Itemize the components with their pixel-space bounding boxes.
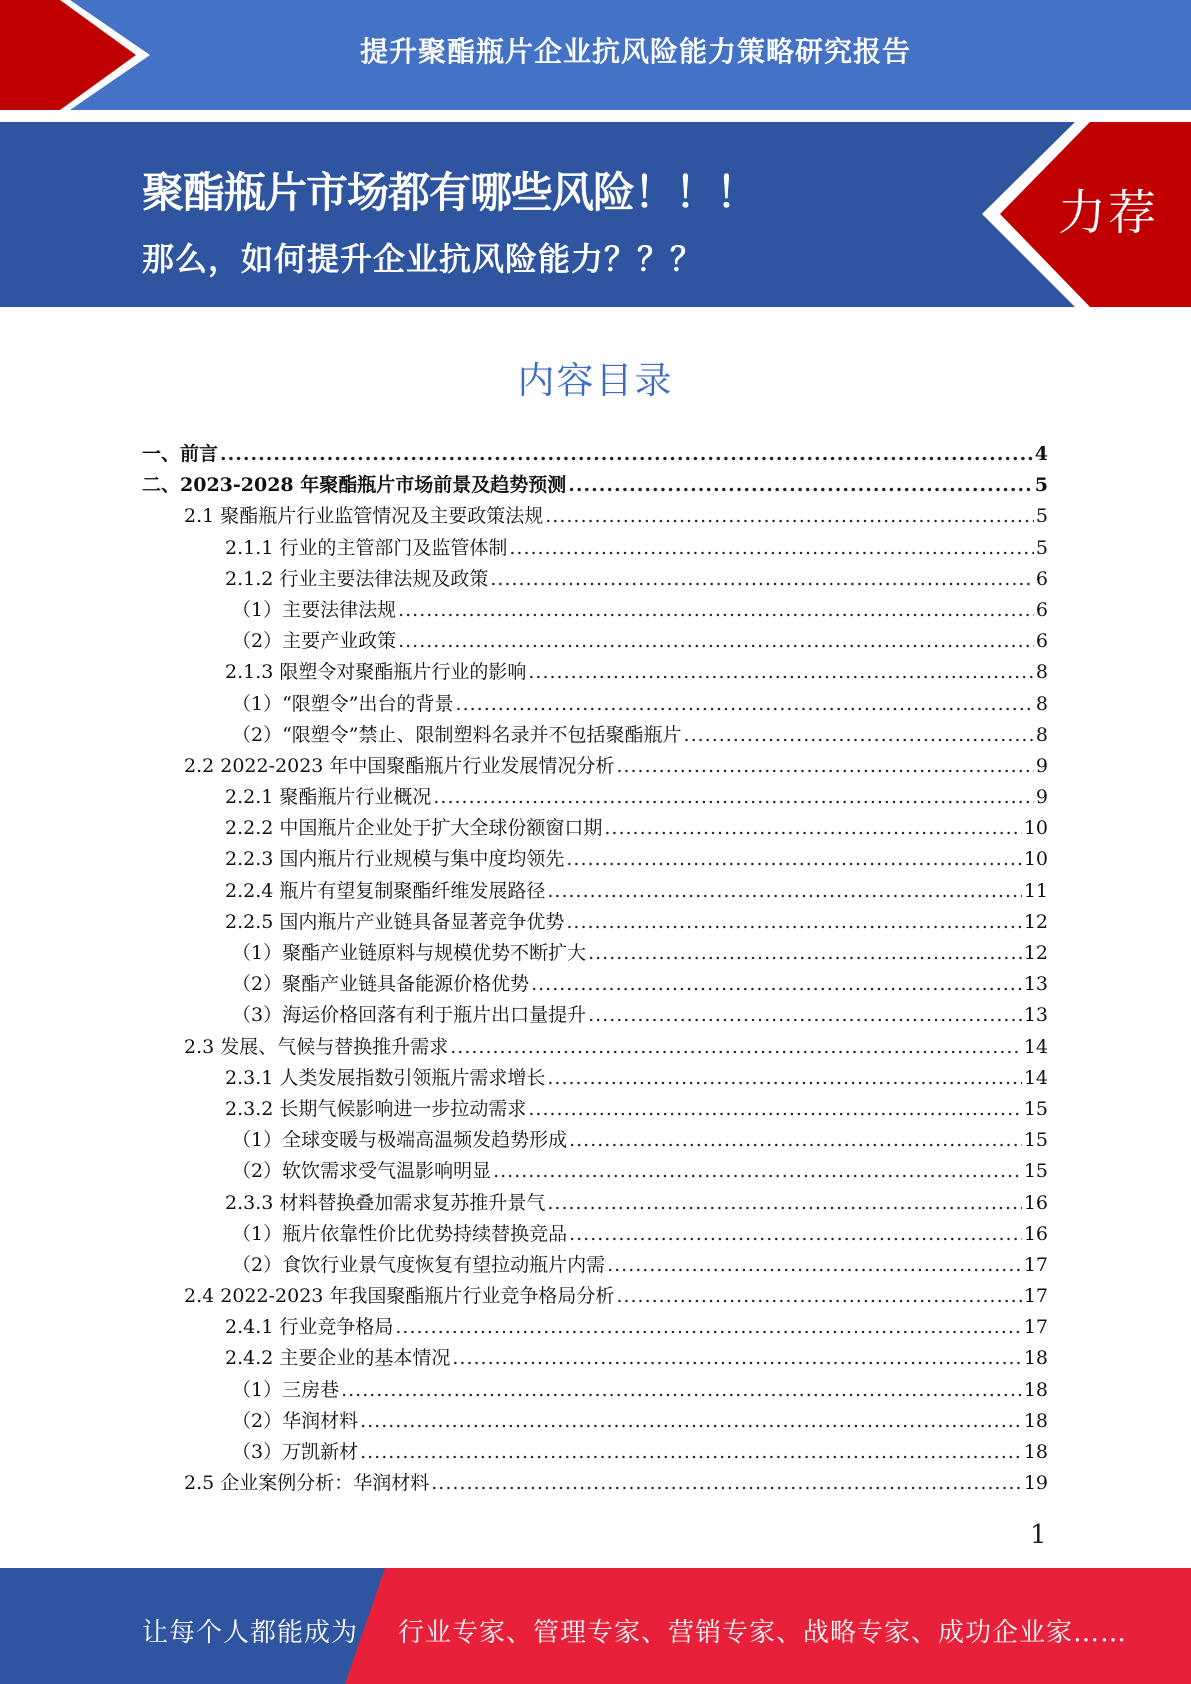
toc-leader-dots bbox=[509, 533, 1034, 564]
toc-entry[interactable] bbox=[142, 1250, 1048, 1281]
recommend-badge: 力荐 bbox=[1058, 185, 1159, 241]
toc-entry[interactable] bbox=[142, 533, 1048, 564]
toc-entry-page: 6 bbox=[1035, 567, 1048, 590]
toc-leader-dots bbox=[569, 1125, 1022, 1156]
toc-leader-dots bbox=[493, 1156, 1022, 1187]
toc-entry-label: 2.5 企业案例分析：华润材料 bbox=[184, 1472, 430, 1495]
toc-entry-label: （1）瓶片依靠性价比优势持续替换竞品 bbox=[232, 1222, 568, 1245]
toc-leader-dots bbox=[545, 501, 1034, 532]
toc-entry-page: 12 bbox=[1023, 942, 1048, 964]
toc-entry-page: 4 bbox=[1034, 443, 1048, 465]
toc-entry-label: 2.1.1 行业的主管部门及监管体制 bbox=[225, 536, 508, 559]
toc-leader-dots bbox=[607, 1250, 1022, 1281]
toc-entry[interactable] bbox=[142, 626, 1048, 657]
toc-entry-page: 6 bbox=[1035, 598, 1048, 621]
toc-entry[interactable] bbox=[142, 1156, 1048, 1187]
toc-entry-label: 2.2 2022-2023 年中国聚酯瓶片行业发展情况分析 bbox=[184, 754, 615, 777]
toc-leader-dots bbox=[431, 1468, 1022, 1499]
toc-entry-label: 2.1 聚酯瓶片行业监管情况及主要政策法规 bbox=[184, 505, 544, 528]
toc-entry-page: 11 bbox=[1023, 879, 1048, 902]
toc-leader-dots bbox=[569, 1219, 1022, 1250]
toc-entry[interactable] bbox=[142, 1468, 1048, 1499]
toc-leader-dots bbox=[220, 439, 1033, 470]
toc-entry-page: 9 bbox=[1035, 786, 1048, 809]
toc-entry[interactable] bbox=[142, 1000, 1048, 1031]
toc-entry-page: 18 bbox=[1023, 1409, 1048, 1432]
toc-entry-label: （2）食饮行业景气度恢复有望拉动瓶片内需 bbox=[232, 1253, 606, 1276]
toc-entry-label: （1）全球变暖与极端高温频发趋势形成 bbox=[232, 1129, 568, 1152]
toc-entry-label: 一、前言 bbox=[142, 443, 219, 465]
toc-entry-page: 8 bbox=[1035, 661, 1048, 684]
toc-leader-dots bbox=[684, 720, 1034, 751]
toc-entry-page: 10 bbox=[1023, 848, 1048, 871]
toc-entry[interactable] bbox=[142, 844, 1048, 875]
toc-entry-page: 15 bbox=[1023, 1097, 1048, 1120]
toc-entry[interactable] bbox=[142, 564, 1048, 595]
toc-entry-label: 2.2.1 聚酯瓶片行业概况 bbox=[225, 786, 432, 809]
toc-leader-dots bbox=[588, 938, 1022, 969]
toc-entry-label: （1）聚酯产业链原料与规模优势不断扩大 bbox=[232, 942, 587, 964]
toc-entry[interactable] bbox=[142, 501, 1048, 532]
toc-entry-label: 2.2.5 国内瓶片产业链具备显著竞争优势 bbox=[225, 910, 565, 933]
toc-entry[interactable] bbox=[142, 470, 1048, 501]
toc-entry[interactable] bbox=[142, 1188, 1048, 1219]
hero-band bbox=[0, 122, 1191, 307]
toc-entry-label: 2.3 发展、气候与替换推升需求 bbox=[184, 1035, 449, 1058]
toc-entry[interactable] bbox=[142, 1281, 1048, 1312]
toc-leader-dots bbox=[395, 1312, 1021, 1343]
toc-leader-dots bbox=[341, 1375, 1022, 1406]
toc-leader-dots bbox=[547, 1063, 1021, 1094]
toc-leader-dots bbox=[568, 470, 1033, 501]
toc-entry-page: 8 bbox=[1035, 723, 1048, 746]
toc-entry[interactable] bbox=[142, 720, 1048, 751]
toc-entry-label: 2.4.1 行业竞争格局 bbox=[225, 1316, 394, 1339]
toc-entry[interactable] bbox=[142, 595, 1048, 626]
toc-entry-page: 8 bbox=[1035, 692, 1048, 715]
report-title: 提升聚酯瓶片企业抗风险能力策略研究报告 bbox=[359, 35, 911, 68]
toc-entry-label: 2.4 2022-2023 年我国聚酯瓶片行业竞争格局分析 bbox=[184, 1285, 615, 1308]
toc-entry-label: 2.4.2 主要企业的基本情况 bbox=[225, 1347, 451, 1370]
toc-entry-page: 9 bbox=[1035, 754, 1048, 777]
toc-entry[interactable] bbox=[142, 907, 1048, 938]
toc-entry-page: 5 bbox=[1034, 474, 1048, 497]
toc-leader-dots bbox=[490, 564, 1034, 595]
toc-entry-label: 2.1.2 行业主要法律法规及政策 bbox=[225, 567, 489, 590]
toc-entry-label: （3）海运价格回落有利于瓶片出口量提升 bbox=[232, 1004, 587, 1027]
toc-entry-label: （1）主要法律法规 bbox=[232, 598, 397, 621]
toc-entry-page: 13 bbox=[1023, 973, 1048, 996]
toc-entry[interactable] bbox=[142, 1437, 1048, 1468]
toc-leader-dots bbox=[616, 1281, 1021, 1312]
toc-entry-label: （2）聚酯产业链具备能源价格优势 bbox=[232, 973, 530, 996]
toc-entry-page: 12 bbox=[1023, 910, 1048, 933]
toc-entry[interactable] bbox=[142, 782, 1048, 813]
toc-leader-dots bbox=[360, 1406, 1022, 1437]
toc-entry-page: 15 bbox=[1023, 1129, 1048, 1152]
toc-entry-page: 18 bbox=[1023, 1441, 1048, 1463]
toc-entry[interactable] bbox=[142, 751, 1048, 782]
toc-leader-dots bbox=[528, 657, 1034, 688]
toc-entry[interactable] bbox=[142, 1406, 1048, 1437]
toc-entry[interactable] bbox=[142, 938, 1048, 969]
toc-entry-page: 17 bbox=[1023, 1285, 1048, 1308]
toc-entry-page: 16 bbox=[1023, 1222, 1048, 1245]
toc-entry[interactable] bbox=[142, 1063, 1048, 1094]
toc-entry-page: 15 bbox=[1023, 1160, 1048, 1183]
toc-entry-page: 19 bbox=[1023, 1472, 1048, 1495]
toc-entry-page: 16 bbox=[1023, 1191, 1048, 1214]
toc-leader-dots bbox=[588, 1000, 1022, 1031]
toc-entry[interactable] bbox=[142, 439, 1048, 470]
hero-subheadline: 那么，如何提升企业抗风险能力？？？ bbox=[142, 240, 704, 278]
toc-entry-label: 2.1.3 限塑令对聚酯瓶片行业的影响 bbox=[225, 661, 527, 684]
toc-entry-label: 2.2.3 国内瓶片行业规模与集中度均领先 bbox=[225, 848, 565, 871]
toc-entry-label: 2.2.2 中国瓶片企业处于扩大全球份额窗口期 bbox=[225, 817, 603, 840]
toc-entry-page: 14 bbox=[1023, 1035, 1048, 1058]
toc-entry-page: 13 bbox=[1023, 1004, 1048, 1027]
footer-slogan-left: 让每个人都能成为 bbox=[142, 1618, 359, 1648]
toc-entry-label: 2.3.3 材料替换叠加需求复苏推升景气 bbox=[225, 1191, 546, 1214]
toc-leader-dots bbox=[360, 1437, 1022, 1468]
toc-leader-dots bbox=[566, 844, 1021, 875]
toc-entry-page: 18 bbox=[1023, 1347, 1048, 1370]
toc-entry[interactable] bbox=[142, 657, 1048, 688]
toc-heading: 内容目录 bbox=[517, 359, 674, 402]
toc-leader-dots bbox=[456, 689, 1034, 720]
toc-entry[interactable] bbox=[142, 1375, 1048, 1406]
toc-leader-dots bbox=[398, 595, 1034, 626]
toc-entry-page: 18 bbox=[1023, 1378, 1048, 1401]
toc-entry[interactable] bbox=[142, 1032, 1048, 1063]
toc-leader-dots bbox=[547, 1188, 1021, 1219]
toc-entry-label: 二、2023-2028 年聚酯瓶片市场前景及趋势预测 bbox=[142, 474, 567, 497]
toc-entry-label: 2.3.1 人类发展指数引领瓶片需求增长 bbox=[225, 1066, 546, 1089]
toc-leader-dots bbox=[604, 813, 1021, 844]
table-of-contents bbox=[142, 439, 1048, 1499]
toc-entry[interactable] bbox=[142, 876, 1048, 907]
toc-entry-label: 2.2.4 瓶片有望复制聚酯纤维发展路径 bbox=[225, 879, 546, 902]
toc-entry[interactable] bbox=[142, 1219, 1048, 1250]
toc-leader-dots bbox=[450, 1032, 1022, 1063]
toc-entry-page: 5 bbox=[1035, 505, 1048, 528]
toc-entry-page: 10 bbox=[1023, 817, 1048, 840]
toc-entry-page: 14 bbox=[1023, 1066, 1048, 1089]
top-banner bbox=[0, 0, 1191, 110]
toc-entry-label: （2）华润材料 bbox=[232, 1409, 359, 1432]
toc-entry-label: （2）“限塑令”禁止、限制塑料名录并不包括聚酯瓶片 bbox=[232, 723, 682, 746]
toc-entry[interactable] bbox=[142, 1125, 1048, 1156]
toc-entry[interactable] bbox=[142, 969, 1048, 1000]
toc-leader-dots bbox=[528, 1094, 1021, 1125]
toc-entry[interactable] bbox=[142, 813, 1048, 844]
footer-slogan-right: 行业专家、管理专家、营销专家、战略专家、成功企业家…… bbox=[398, 1618, 1128, 1648]
toc-entry-label: （1）三房巷 bbox=[232, 1378, 340, 1401]
toc-leader-dots bbox=[398, 626, 1034, 657]
toc-entry[interactable] bbox=[142, 1312, 1048, 1343]
toc-leader-dots bbox=[566, 907, 1021, 938]
toc-entry-page: 17 bbox=[1023, 1253, 1048, 1276]
toc-entry[interactable] bbox=[142, 689, 1048, 720]
toc-entry-label: （2）主要产业政策 bbox=[232, 630, 397, 653]
toc-entry-page: 17 bbox=[1023, 1316, 1048, 1339]
toc-entry-label: （3）万凯新材 bbox=[232, 1441, 359, 1463]
toc-leader-dots bbox=[531, 969, 1022, 1000]
toc-entry-page: 5 bbox=[1035, 536, 1048, 559]
hero-headline: 聚酯瓶片市场都有哪些风险！！！ bbox=[142, 168, 758, 217]
toc-leader-dots bbox=[433, 782, 1034, 813]
toc-leader-dots bbox=[616, 751, 1033, 782]
toc-entry-label: （1）“限塑令”出台的背景 bbox=[232, 692, 454, 715]
page-number: 1 bbox=[1030, 1520, 1047, 1550]
toc-leader-dots bbox=[547, 876, 1021, 907]
toc-entry[interactable] bbox=[142, 1343, 1048, 1374]
toc-leader-dots bbox=[452, 1343, 1021, 1374]
toc-entry[interactable] bbox=[142, 1094, 1048, 1125]
toc-entry-label: 2.3.2 长期气候影响进一步拉动需求 bbox=[225, 1097, 527, 1120]
toc-entry-page: 6 bbox=[1035, 630, 1048, 653]
toc-entry-label: （2）软饮需求受气温影响明显 bbox=[232, 1160, 492, 1183]
